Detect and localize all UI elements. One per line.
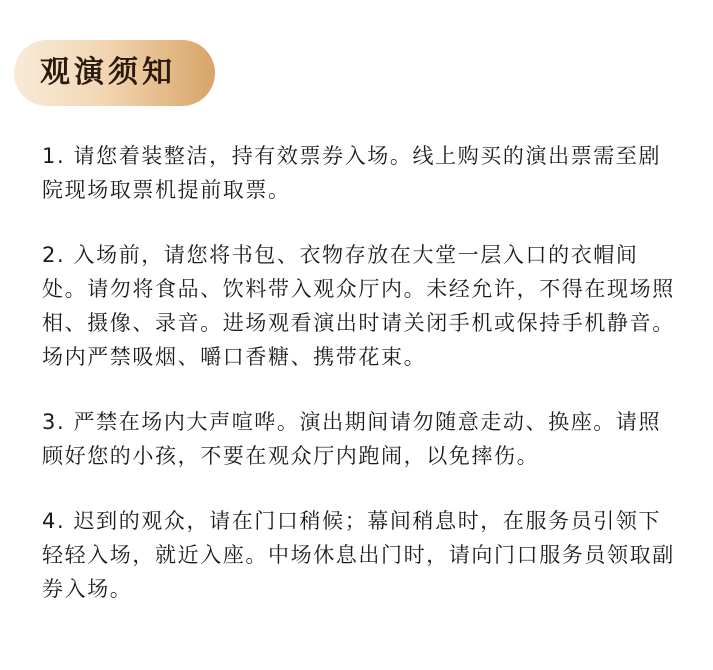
notice-item-1: 1. 请您着装整洁，持有效票券入场。线上购买的演出票需至剧院现场取票机提前取票。	[42, 144, 662, 202]
notice-item-2: 2. 入场前，请您将书包、衣物存放在大堂一层入口的衣帽间处。请勿将食品、饮料带入观众厅内。未经允许，不得在现场照相、摄像、录音。进场观看演出时请关闭手机或保持手机静音。场内严禁吸烟、嚼口香糖、携带花束。	[42, 243, 675, 369]
notice-list	[42, 139, 682, 606]
notice-item-3: 3. 严禁在场内大声喧哗。演出期间请勿随意走动、换座。请照顾好您的小孩，不要在观众厅内跑闹，以免摔伤。	[42, 410, 662, 468]
notice-item-4: 4. 迟到的观众，请在门口稍候；幕间稍息时，在服务员引领下轻轻入场，就近入座。中场休息出门时，请向门口服务员领取副券入场。	[42, 509, 675, 601]
page-title: 观演须知	[40, 55, 176, 90]
title-badge	[14, 40, 215, 106]
